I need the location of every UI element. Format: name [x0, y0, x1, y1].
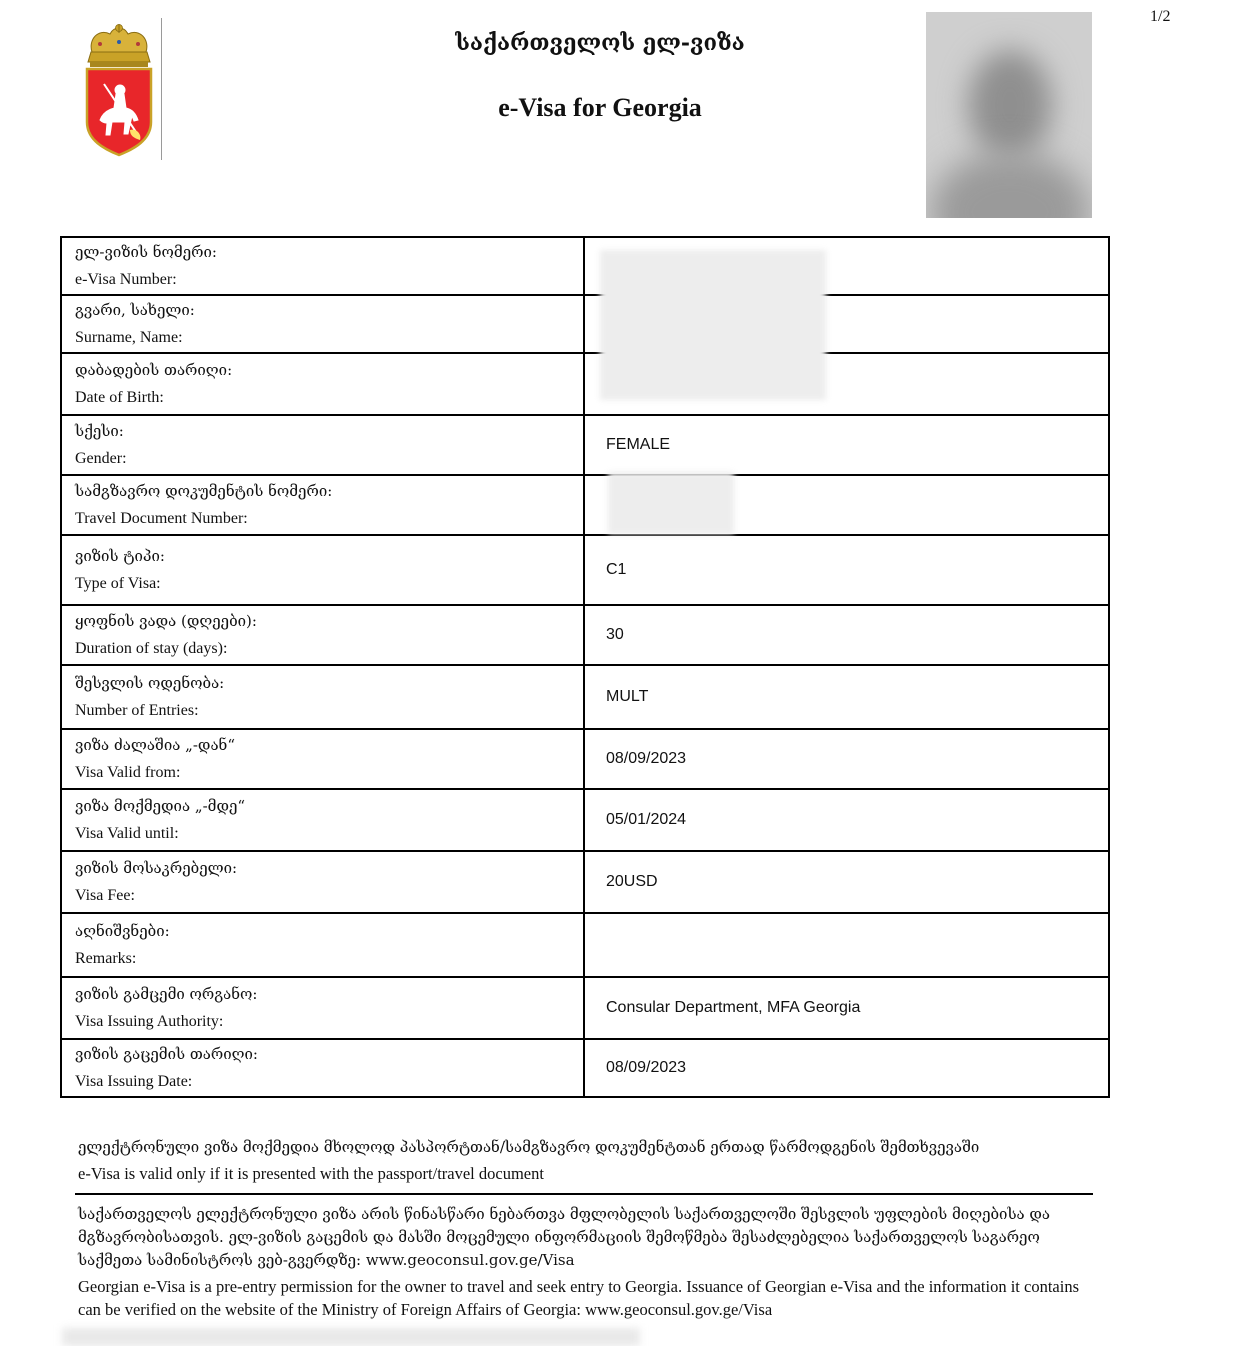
verification-info-ka: საქართველოს ელექტრონული ვიზა არის წინასწარი ნებართვა მფლობელის საქართველოში შესვლის უფლების მიღებისა და მგზავრობისათვის. ელ-ვიზის გაცემის და მასში მოცემული ინფორმაციის შემოწმება შესაძლებელია საქართველოს საგარეო საქმეთა სამინისტროს ვებ-გვერდზე: www.geoconsul.gov.ge/Visa — [78, 1205, 1051, 1269]
value-gender: FEMALE — [584, 415, 1109, 475]
label-ka: ელ-ვიზის ნომერი: — [75, 243, 217, 261]
photo-placeholder-blurred — [926, 12, 1092, 218]
label-cell — [61, 415, 584, 475]
label-cell — [61, 535, 584, 605]
table-row — [61, 237, 1109, 295]
table-row — [61, 295, 1109, 353]
label-en: Visa Issuing Authority: — [75, 1013, 224, 1030]
label-cell — [61, 665, 584, 729]
label-ka: სამგზავრო დოკუმენტის ნომერი: — [75, 482, 333, 500]
label-cell — [61, 237, 584, 295]
table-row — [61, 977, 1109, 1039]
label-ka: დაბადების თარიღი: — [75, 361, 233, 379]
label-ka: გვარი, სახელი: — [75, 301, 195, 319]
label-ka: ვიზა ძალაშია „-დან“ — [75, 736, 236, 754]
value-visa-fee: 20USD — [584, 851, 1109, 913]
notice-divider — [75, 1193, 1093, 1195]
label-en: Visa Valid from: — [75, 764, 181, 781]
validity-notice-en: e-Visa is valid only if it is presented with the passport/travel document — [78, 1164, 544, 1183]
label-ka: ვიზის ტიპი: — [75, 547, 165, 565]
validity-notice — [78, 1136, 1093, 1185]
label-en: Number of Entries: — [75, 702, 199, 719]
label-ka: ვიზის მოსაკრებელი: — [75, 859, 238, 877]
table-row — [61, 415, 1109, 475]
label-en: Visa Issuing Date: — [75, 1073, 193, 1090]
label-en: Date of Birth: — [75, 389, 164, 406]
label-ka: ყოფნის ვადა (დღეები): — [75, 612, 257, 630]
label-ka: სქესი: — [75, 422, 124, 440]
table-row — [61, 913, 1109, 977]
verification-info — [78, 1203, 1093, 1321]
value-issuing-date: 08/09/2023 — [584, 1039, 1109, 1097]
table-row — [61, 605, 1109, 665]
value-duration-of-stay: 30 — [584, 605, 1109, 665]
table-row — [61, 1039, 1109, 1097]
table-row — [61, 789, 1109, 851]
value-visa-type: C1 — [584, 535, 1109, 605]
header-divider — [161, 18, 162, 160]
value-valid-until: 05/01/2024 — [584, 789, 1109, 851]
label-cell — [61, 295, 584, 353]
label-ka: ვიზის გამცემი ორგანო: — [75, 985, 258, 1003]
label-en: Gender: — [75, 450, 127, 467]
validity-notice-ka: ელექტრონული ვიზა მოქმედია მხოლოდ პასპორტთან/სამგზავრო დოკუმენტთან ერთად წარმოდგენის შემთხვევაში — [78, 1138, 980, 1156]
label-cell — [61, 353, 584, 415]
label-ka: შესვლის ოდენობა: — [75, 674, 225, 692]
table-row — [61, 665, 1109, 729]
label-cell — [61, 475, 584, 535]
label-ka: ვიზა მოქმედია „-მდე“ — [75, 797, 246, 815]
label-en: Visa Fee: — [75, 887, 135, 904]
verification-info-en: Georgian e-Visa is a pre-entry permission for the owner to travel and seek entry to Georgia. Issuance of Georgian e-Visa and the information it contains can be verified on the website of the Ministry of Foreign Affairs of Georgia: www.geoconsul.gov.ge/Visa — [78, 1277, 1079, 1319]
visa-details-table — [60, 236, 1110, 1098]
photo-blur-shoulders — [930, 152, 1090, 218]
table-row — [61, 535, 1109, 605]
value-issuing-authority: Consular Department, MFA Georgia — [584, 977, 1109, 1039]
label-ka: ვიზის გაცემის თარიღი: — [75, 1045, 258, 1063]
label-cell — [61, 913, 584, 977]
value-remarks — [584, 913, 1109, 977]
photo-blur-head — [968, 50, 1052, 160]
label-cell — [61, 1039, 584, 1097]
label-en: Visa Valid until: — [75, 825, 179, 842]
label-cell — [61, 789, 584, 851]
label-en: Remarks: — [75, 950, 137, 967]
table-row — [61, 851, 1109, 913]
table-row — [61, 729, 1109, 789]
coat-of-arms-logo — [84, 22, 154, 157]
label-ka: აღნიშვნები: — [75, 922, 170, 940]
label-cell — [61, 851, 584, 913]
label-en: Surname, Name: — [75, 329, 183, 346]
table-row — [61, 353, 1109, 415]
redacted-footer — [62, 1328, 640, 1346]
value-valid-from: 08/09/2023 — [584, 729, 1109, 789]
label-en: Travel Document Number: — [75, 510, 248, 527]
redacted-personal-data — [600, 250, 826, 400]
title-georgian: საქართველოს ელ-ვიზა — [455, 30, 745, 56]
label-en: Duration of stay (days): — [75, 640, 228, 657]
crown-icon — [88, 24, 150, 67]
table-row — [61, 475, 1109, 535]
label-en: Type of Visa: — [75, 575, 161, 592]
value-number-of-entries: MULT — [584, 665, 1109, 729]
label-cell — [61, 977, 584, 1039]
redacted-document-number — [608, 472, 734, 534]
title-english: e-Visa for Georgia — [498, 93, 702, 122]
page-number: 1/2 — [1150, 8, 1171, 25]
label-cell — [61, 729, 584, 789]
label-en: e-Visa Number: — [75, 271, 177, 288]
label-cell — [61, 605, 584, 665]
